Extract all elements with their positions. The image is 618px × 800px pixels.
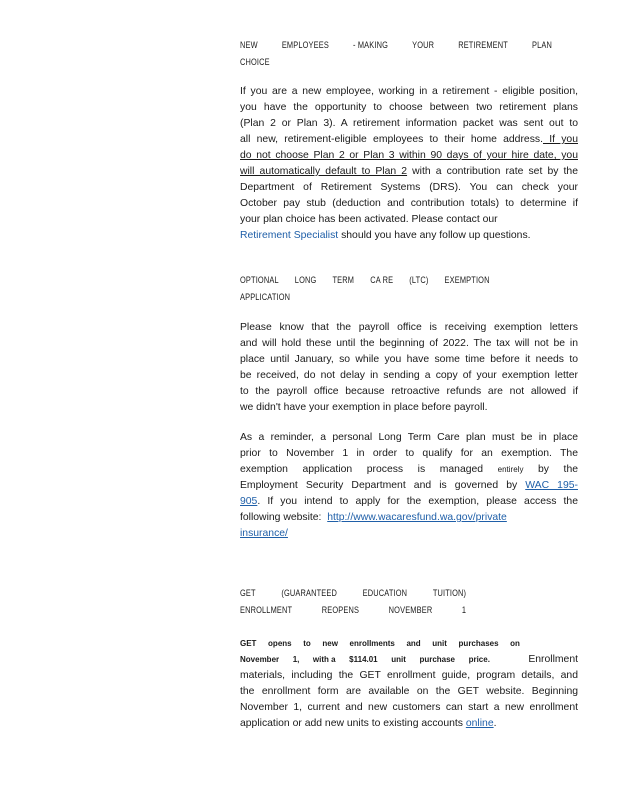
text-line: (Plan 2 or Plan 3). A retirement information packet was sent out to: [240, 118, 578, 129]
heading-word: TUITION): [432, 588, 467, 599]
text-line: [240, 526, 578, 542]
default-plan-notice: If you: [542, 134, 578, 145]
text-line: and will hold these until the beginning of 2022. The tax will not be in: [240, 338, 578, 349]
heading-word: REOPENS: [321, 605, 360, 616]
section-heading-retirement: [240, 37, 552, 71]
wac-link[interactable]: 905: [240, 496, 258, 507]
text-line: 905. If you intend to apply for the exemption, please access the: [240, 496, 578, 507]
heading-word: ENROLLMENT: [240, 605, 293, 616]
text-line: Retirement Specialist should you have any follow up questions.: [240, 230, 531, 241]
default-plan-notice: will automatically default to Plan 2: [240, 166, 408, 177]
heading-word: EDUCATION: [362, 588, 408, 599]
text-line: will automatically default to Plan 2 with a contribution rate set by the: [240, 166, 578, 177]
retirement-paragraph: [240, 84, 578, 244]
heading-word: PLAN: [532, 40, 552, 51]
get-paragraph: [240, 636, 578, 732]
heading-word: TERM: [332, 275, 355, 286]
text-line: application or add new units to existing accounts online.: [240, 718, 497, 729]
retirement-specialist-link[interactable]: Retirement Specialist: [240, 230, 339, 241]
heading-line2: APPLICATION: [240, 292, 291, 303]
heading-word: (GUARANTEED: [281, 588, 338, 599]
ltc-paragraph-2: [240, 430, 578, 542]
heading-word: NOVEMBER: [388, 605, 433, 616]
text-line: Please know that the payroll office is receiving exemption letters: [240, 322, 578, 333]
heading-word: OPTIONAL: [240, 275, 279, 286]
text-line: the enrollment form are available on the GET website. Beginning: [240, 686, 578, 697]
wac-link[interactable]: WAC 195-: [525, 480, 578, 491]
wacaresfund-link[interactable]: http://www.wacaresfund.wa.gov/private: [327, 512, 507, 523]
heading-word: NEW: [240, 40, 258, 51]
section-heading-ltc: [240, 272, 490, 306]
heading-word: CA RE: [370, 275, 394, 286]
text-line: you have the opportunity to choose between two retirement plans: [240, 102, 578, 113]
text-line: Employment Security Department and is governed by WAC 195-: [240, 480, 578, 491]
heading-word: LONG: [294, 275, 317, 286]
text-line: to the payroll office because retroactive refunds are not allowed if: [240, 386, 578, 397]
text-line: November 1, current and new customers can start a new enrollment: [240, 702, 578, 713]
default-plan-notice: do not choose Plan 2 or Plan 3 within 90 days of your hire date, you: [240, 150, 578, 161]
text-line: materials, including the GET enrollment guide, program details, and: [240, 670, 578, 681]
text-line: GET opens to new enrollments and unit purchases on: [240, 639, 520, 648]
section-heading-get: [240, 585, 483, 619]
ltc-paragraph-1: [240, 320, 578, 416]
heading-word: EXEMPTION: [444, 275, 490, 286]
text-line: As a reminder, a personal Long Term Care plan must be in place: [240, 432, 578, 443]
text-line: exemption application process is managed entirely by the: [240, 464, 578, 475]
text-line: your plan choice has been activated. Please contact our: [240, 214, 498, 225]
heading-word: 1: [461, 605, 467, 616]
heading-word: - MAKING: [353, 40, 389, 51]
heading-line2: CHOICE: [240, 57, 270, 68]
text-line: be received, do not delay in sending a copy of your exemption letter: [240, 370, 578, 381]
text-line: we didn't have your exemption in place before payroll.: [240, 402, 488, 413]
text-line: all new, retirement-eligible employees to their home address. If you: [240, 134, 578, 145]
text-line: place until January, so while you have some time before it needs to: [240, 354, 578, 365]
text-line: Department of Retirement Systems (DRS). You can check your: [240, 182, 578, 193]
online-link[interactable]: online: [465, 718, 494, 729]
text-line: following website: http://www.wacaresfund.wa.gov/private: [240, 512, 507, 523]
text-line: prior to November 1 in order to qualify for an exemption. The: [240, 448, 578, 459]
heading-word: GET: [240, 588, 256, 599]
wacaresfund-link[interactable]: insurance/: [240, 528, 288, 539]
heading-word: YOUR: [412, 40, 435, 51]
text-line: If you are a new employee, working in a retirement - eligible position,: [240, 86, 578, 97]
heading-word: (LTC): [409, 275, 429, 286]
heading-word: EMPLOYEES: [281, 40, 329, 51]
text-line: November 1, with a $114.01 unit purchase price. Enrollment: [240, 654, 578, 665]
text-line: October pay stub (deduction and contribution totals) to determine if: [240, 198, 578, 209]
heading-word: RETIREMENT: [458, 40, 508, 51]
